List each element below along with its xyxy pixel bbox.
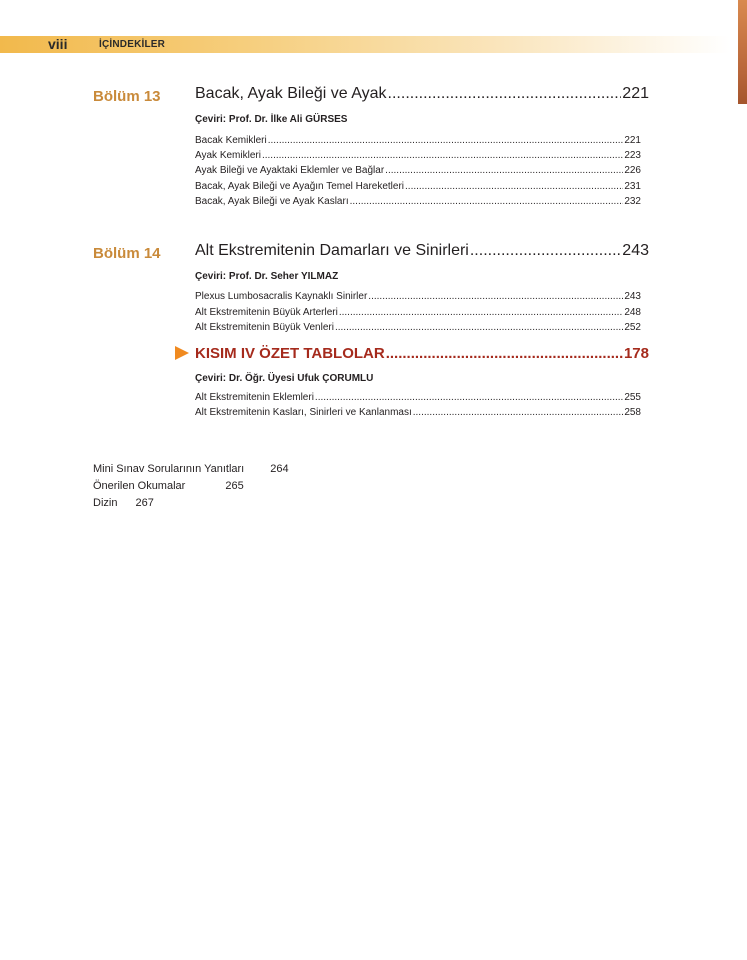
back-matter-title: Dizin	[93, 497, 118, 509]
page-number: viii	[48, 36, 68, 52]
chapter-page: 221	[622, 85, 649, 102]
chapter-label: Bölüm 14	[93, 245, 161, 262]
part-title-link[interactable]	[195, 345, 649, 362]
entry-page: 255	[624, 392, 641, 403]
toc-entry[interactable]	[195, 291, 641, 305]
leader-dots	[386, 345, 623, 362]
entry-title: Bacak, Ayak Bileği ve Ayağın Temel Hareketleri	[195, 181, 405, 192]
toc-entry[interactable]	[195, 322, 641, 336]
running-header-title: İÇİNDEKİLER	[99, 39, 166, 50]
leader-dots	[339, 307, 623, 318]
chapter-page: 243	[622, 242, 649, 259]
chapter-label: Bölüm 13	[93, 88, 161, 105]
entry-page: 258	[624, 407, 641, 418]
back-matter-page: 264	[270, 463, 289, 475]
entry-title: Ayak Bileği ve Ayaktaki Eklemler ve Bağlar	[195, 165, 385, 176]
back-matter-index[interactable]	[93, 497, 154, 509]
leader-dots	[262, 150, 623, 161]
toc-entry[interactable]	[195, 196, 641, 210]
leader-dots	[268, 135, 624, 146]
chapter-title: Alt Ekstremitenin Damarları ve Sinirleri	[195, 242, 469, 259]
back-matter-reading[interactable]	[93, 480, 244, 492]
chapter-title-link[interactable]	[195, 85, 649, 103]
entry-title: Bacak Kemikleri	[195, 135, 267, 146]
chapter-title: Bacak, Ayak Bileği ve Ayak	[195, 85, 387, 102]
part-page: 178	[623, 345, 649, 362]
entry-page: 248	[624, 307, 641, 318]
toc-entry[interactable]	[195, 307, 641, 321]
entry-page: 226	[624, 165, 641, 176]
toc-entry[interactable]	[195, 392, 641, 406]
leader-dots	[388, 85, 622, 103]
leader-dots	[413, 407, 624, 418]
leader-dots	[368, 291, 623, 302]
play-arrow-icon	[175, 346, 189, 360]
entry-page: 223	[624, 150, 641, 161]
toc-entry[interactable]	[195, 135, 641, 149]
toc-entry[interactable]	[195, 407, 641, 421]
entry-title: Alt Ekstremitenin Kasları, Sinirleri ve Kanlanması	[195, 407, 412, 418]
toc-entry[interactable]	[195, 150, 641, 164]
leader-dots	[405, 181, 623, 192]
leader-dots	[470, 242, 621, 260]
entry-title: Ayak Kemikleri	[195, 150, 261, 161]
chapter-title-link[interactable]	[195, 242, 649, 260]
toc-entry[interactable]	[195, 181, 641, 195]
toc-entry[interactable]	[195, 165, 641, 179]
entry-title: Bacak, Ayak Bileği ve Ayak Kasları	[195, 196, 349, 207]
back-matter-title: Önerilen Okumalar	[93, 480, 186, 492]
entry-page: 231	[624, 181, 641, 192]
edge-tab-decoration	[738, 0, 747, 104]
back-matter-page: 265	[225, 480, 244, 492]
entry-page: 252	[624, 322, 641, 333]
leader-dots	[315, 392, 623, 403]
back-matter-title: Mini Sınav Sorularının Yanıtları	[93, 463, 245, 475]
entry-page: 221	[624, 135, 641, 146]
back-matter-page: 267	[135, 497, 154, 509]
entry-title: Plexus Lumbosacralis Kaynaklı Sinirler	[195, 291, 368, 302]
entry-page: 232	[624, 196, 641, 207]
entry-title: Alt Ekstremitenin Büyük Arterleri	[195, 307, 338, 318]
entry-title: Alt Ekstremitenin Büyük Venleri	[195, 322, 334, 333]
leader-dots	[350, 196, 624, 207]
leader-dots	[335, 322, 623, 333]
part-translator: Çeviri: Dr. Öğr. Üyesi Ufuk ÇORUMLU	[195, 373, 374, 384]
entry-title: Alt Ekstremitenin Eklemleri	[195, 392, 314, 403]
leader-dots	[385, 165, 623, 176]
chapter-translator: Çeviri: Prof. Dr. İlke Ali GÜRSES	[195, 114, 348, 125]
part-title: KISIM IV ÖZET TABLOLAR	[195, 345, 385, 362]
chapter-translator: Çeviri: Prof. Dr. Seher YILMAZ	[195, 271, 339, 282]
entry-page: 243	[624, 291, 641, 302]
back-matter-answers[interactable]	[93, 463, 289, 475]
